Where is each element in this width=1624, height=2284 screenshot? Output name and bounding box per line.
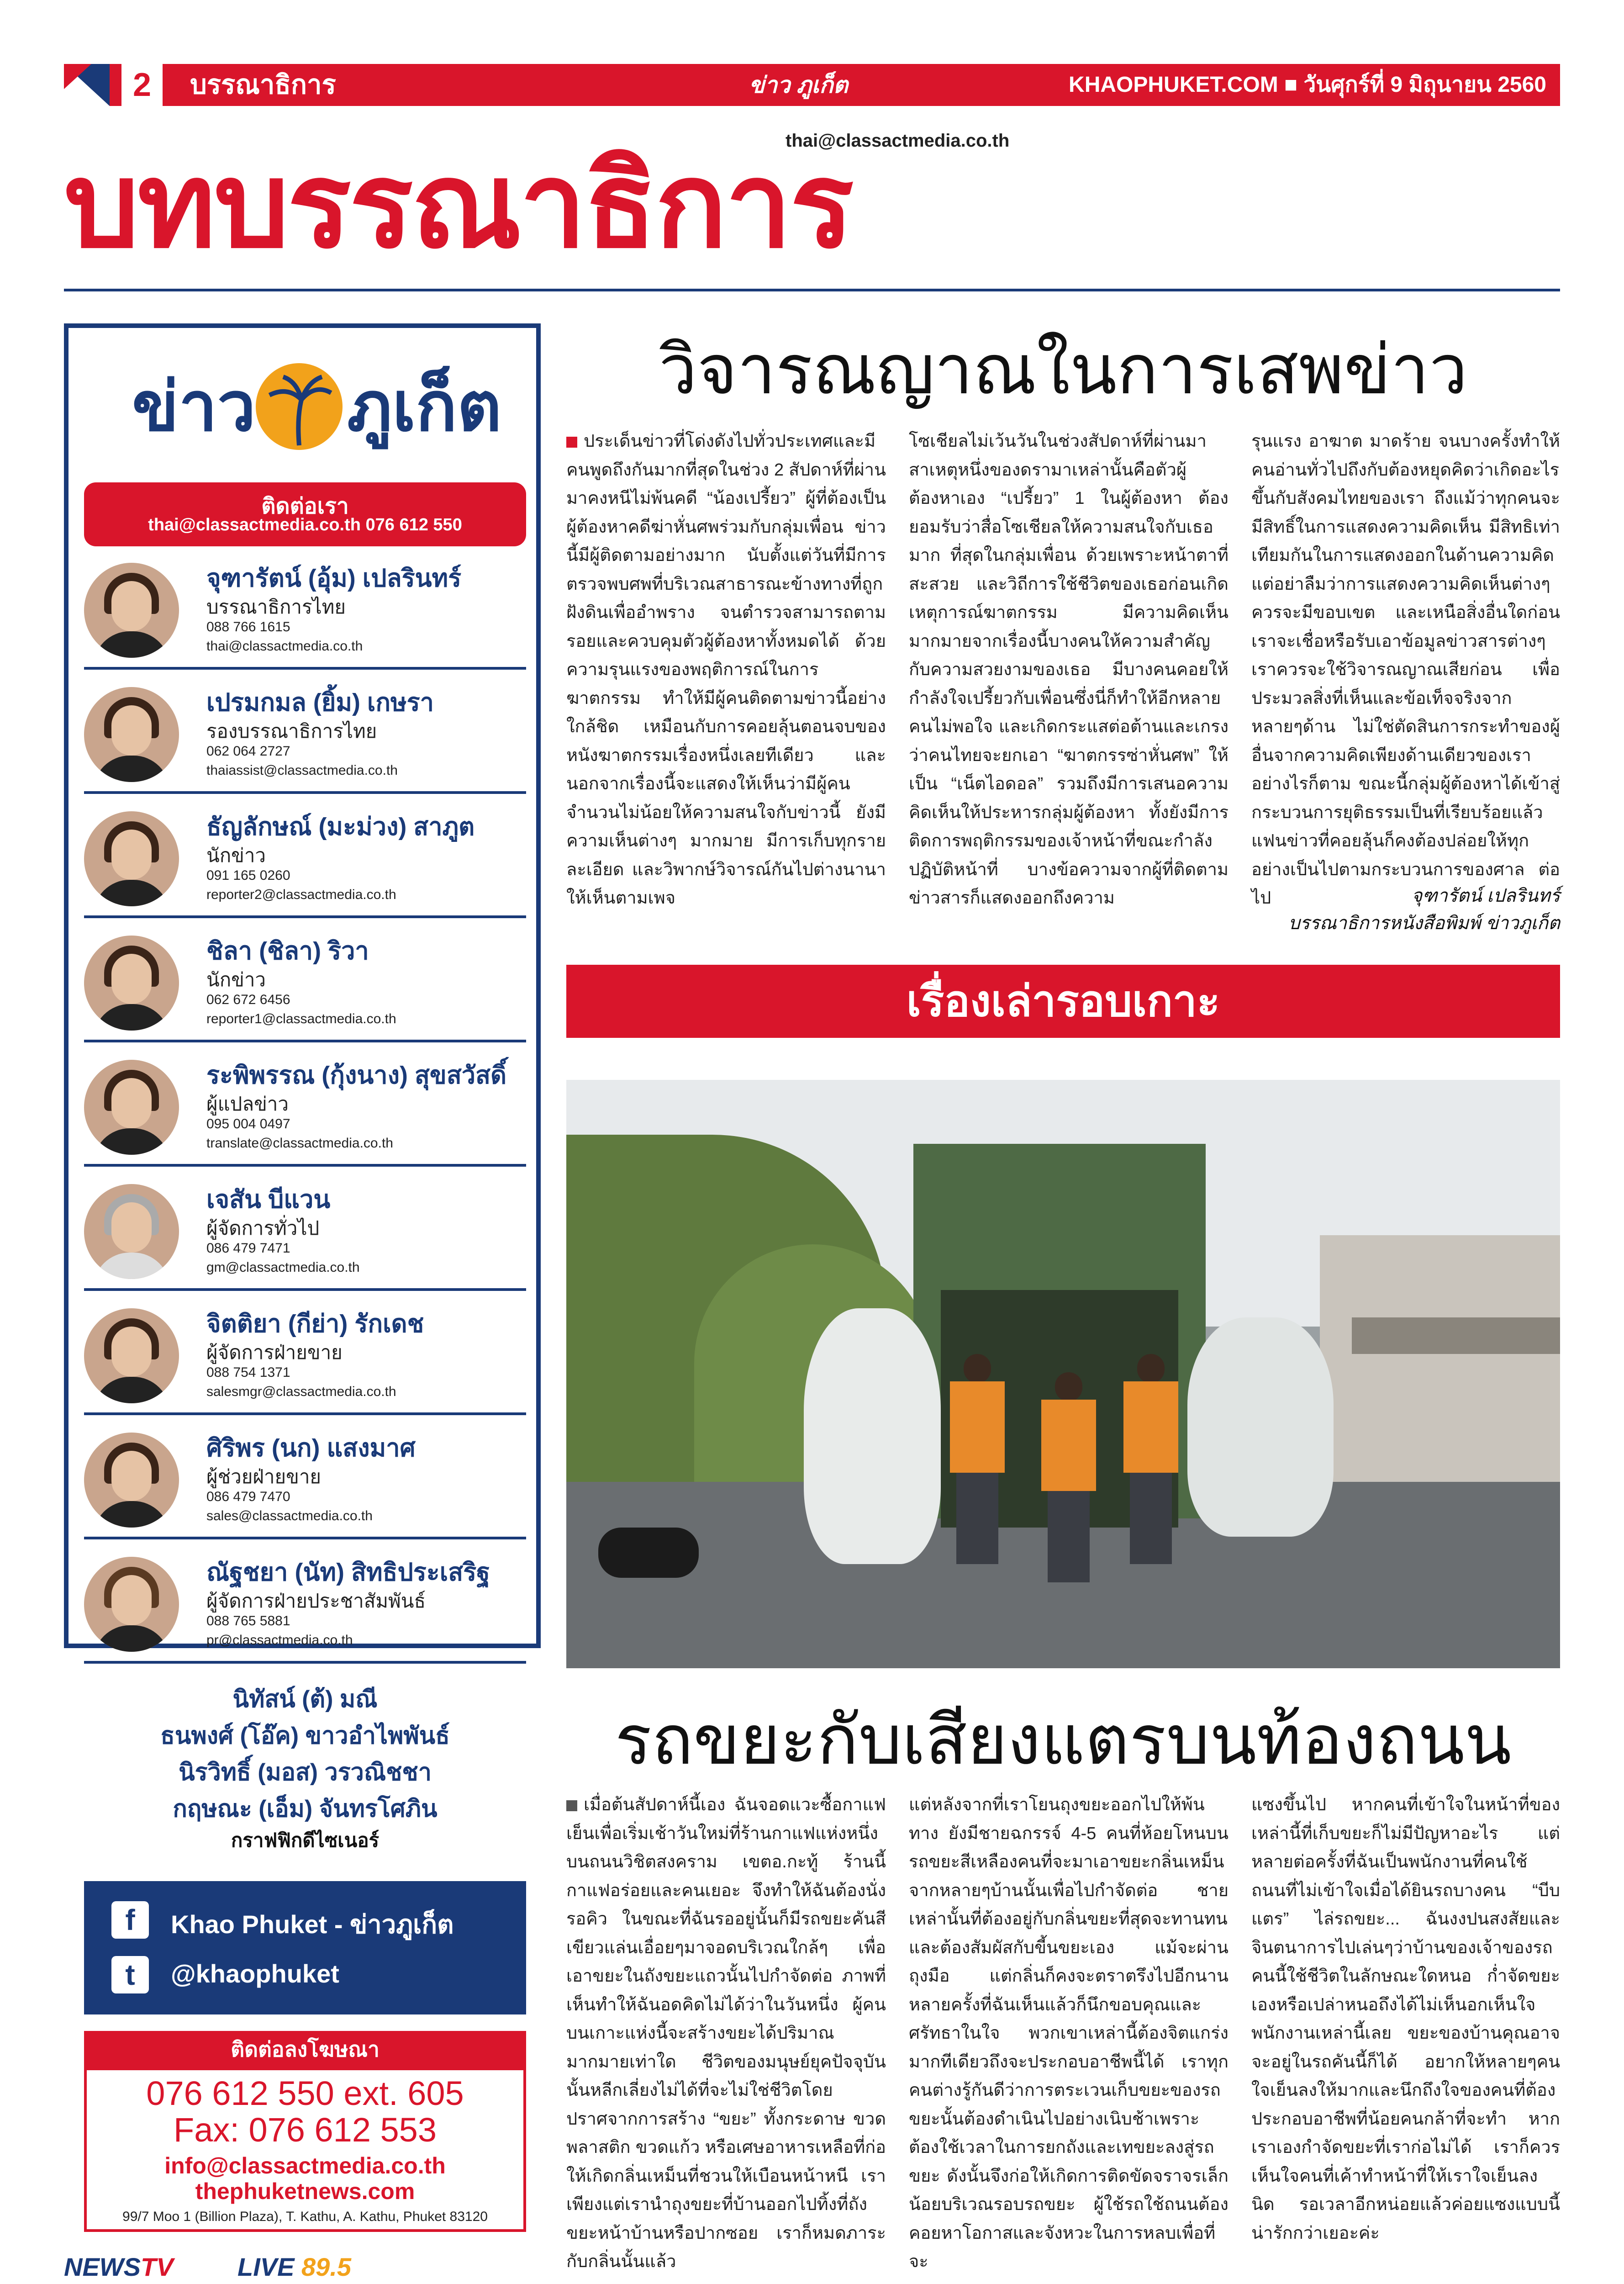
staff-email[interactable]: sales@classactmedia.co.th: [206, 1508, 373, 1523]
staff-divider: [84, 1537, 526, 1539]
live-radio-logo: [237, 2252, 351, 2282]
staff-email[interactable]: translate@classactmedia.co.th: [206, 1136, 393, 1151]
staff-phone: 088 765 5881: [206, 1613, 290, 1628]
staff-name: ณัฐชยา (นัท) สิทธิประเสริฐ: [206, 1559, 490, 1586]
corner-mark: [64, 64, 110, 106]
facebook-icon: f: [111, 1901, 149, 1939]
designer-caption: กราฟฟิกดีไซเนอร์: [231, 1829, 380, 1851]
newstv-logo-text: NEWS: [64, 2252, 141, 2281]
staff-card: [84, 802, 526, 920]
contact-box: [84, 482, 526, 546]
live-logo-frequency: 89.5: [301, 2252, 352, 2281]
staff-photo: [84, 811, 179, 906]
staff-email[interactable]: salesmgr@classactmedia.co.th: [206, 1384, 396, 1399]
section-label: บรรณาธิการ: [190, 70, 336, 100]
staff-phone: 088 766 1615: [206, 619, 290, 634]
designer-name: ธนพงศ์ (โอ๊ค) ขาวอำไพพันธ์: [160, 1723, 450, 1749]
ad-address: 99/7 Moo 1 (Billion Plaza), T. Kathu, A. Kathu, Phuket 83120: [122, 2209, 488, 2224]
staff-name: ศิริพร (นก) แสงมาศ: [206, 1434, 416, 1462]
staff-phone: 086 479 7471: [206, 1241, 290, 1256]
designer-list: [84, 1681, 526, 1827]
newstv-logo-tv: TV: [141, 2252, 174, 2281]
staff-divider: [84, 1412, 526, 1415]
story-headline: รถขยะกับเสียงแตรบนท้องถนน: [615, 1702, 1512, 1778]
story-text: เมื่อต้นสัปดาห์นี้เอง ฉันจอดแวะซื้อกาแฟเย็นเพื่อเริ่มเช้าวันใหม่ที่ร้านกาแฟแห่งหนึ่งบนถนนวิชิตสงคราม เขตอ.กะทู้ ร้านนี้กาแฟอร่อยและคนเยอะ จึงทำให้ฉันต้องนั่งรอคิว ในขณะที่ฉันรออยู่นั้นก็มีรถขยะคันสีเขียวแล่นเอื่อยๆมาจอดบริเวณใกล้ๆ เพื่อเอาขยะในถังขยะแถวนั้นไปกำจัดต่อ ภาพที่เห็นทำให้ฉันอดคิดไม่ได้ว่าในวันหนึ่ง ผู้คนบนเกาะแห่งนี้จะสร้างขยะได้ปริมาณมากมายเท่าใด ชีวิตของมนุษย์ยุคปัจจุบันนั้นหลีกเลี่ยงไม่ได้ที่จะไม่ใช่ชีวิตโดยปราศจากการสร้าง “ขยะ” ทั้งกระดาษ ขวดพลาสติก ขวดแก้ว หรือเศษอาหารเหลือที่ก่อให้เกิดกลิ่นเหม็นที่ชวนให้เบือนหน้าหนี เราเพียงแต่เรานำถุงขยะที่บ้านออกไปทิ้งที่ถังขยะหน้าบ้านหรือปากซอย เราก็หมดภาระกับกลิ่นนั้นแล้ว: [566, 1795, 886, 2271]
editorial-email[interactable]: thai@classactmedia.co.th: [786, 131, 1010, 151]
staff-role: ผู้แปลข่าว: [206, 1093, 289, 1115]
editorial-column-2: โซเชียลไม่เว้นวันในช่วงสัปดาห์ที่ผ่านมา สาเหตุหนึ่งของดรามาเหล่านั้นคือตัวผู้ต้องหาเอง “เปรี้ยว” 1 ในผู้ต้องหา ต้องยอมรับว่าสื่อโซเชียลให้ความสนใจกับเธอมาก ที่สุดในกลุ่มเพื่อน ด้วยเพราะหน้าตาที่สะสวย และวิถีการใช้ชีวิตของเธอก่อนเกิดเหตุการณ์ฆาตกรรม มีความคิดเห็นมากมายจากเรื่องนี้บางคนให้ความสำคัญกับความสวยงามของเธอ มีบางคนคอยให้กำลังใจเปรี้ยวกับเพื่อนซึ่งนี่ก็ทำให้อีกหลายคนไม่พอใจ และเกิดกระแสต่อต้านและเกรงว่าคนไทยจะยกเอา “ฆาตกรรซ่าหั่นศพ” ให้เป็น “เน็ตไอดอล” รวมถึงมีการเสนอความคิดเห็นให้ประหารกลุ่มผู้ต้องหา ทั้งยังมีการติดการพฤติกรรมของเจ้าหน้าที่ขณะกำลังปฏิบัติหน้าที่ บางข้อความจากผู้ที่ติดตามข่าวสารก็แสดงออกถึงความ: [909, 432, 1229, 908]
staff-divider: [84, 1040, 526, 1042]
designer-name: กฤษณะ (เอ็ม) จันทรโศภิน: [173, 1796, 438, 1822]
staff-phone: 088 754 1371: [206, 1365, 290, 1380]
contact-info[interactable]: thai@classactmedia.co.th 076 612 550: [148, 515, 462, 534]
story-column-3: แซงขึ้นไป หากคนที่เข้าใจในหน้าที่ของเหล่านี้ที่เก็บขยะก็ไม่มีปัญหาอะไร แต่หลายต่อครั้งที่ฉันเป็นพนักงานที่คนใช้ถนนที่ไม่เข้าใจเมื่อได้ยินรถบางคน “บีบแตร” ไล่รถขยะ... ฉันงงปนสงสัยและจินตนาการไปเล่นๆว่าบ้านของเจ้าของรถคนนี้ใช้ชีวิตในลักษณะใดหนอ ก่ำจัดขยะเองหรือเปล่าหนอถึงได้ไม่เห็นอกเห็นใจพนักงานเหล่านี้เลย ขยะของบ้านคุณอาจจะอยู่ในรถคันนี้ก็ได้ อยากให้หลายๆคนใจเย็นลงให้มากและนึกถึงใจของคนที่ต้องประกอบอาชีพที่น้อยคนกล้าที่จะทำ หากเราเองกำจัดขยะที่เราก่อไม่ได้ เราก็ควรเห็นใจคนที่เค้าทำหน้าที่ให้เราใจเย็นลงนิด รอเวลาอีกหน่อยแล้วค่อยแซงแบบนี้น่ารักกว่าเยอะค่ะ: [1251, 1795, 1560, 2243]
staff-phone: 086 479 7470: [206, 1489, 290, 1504]
bullet-square-icon: [566, 1800, 577, 1811]
staff-name: จุฑารัตน์ (อุ้ม) เปลรินทร์: [206, 565, 462, 592]
staff-photo: [84, 563, 179, 658]
story-section-bar: เรื่องเล่ารอบเกาะ: [566, 965, 1560, 1038]
designer-name: นิทัสน์ (ต้) มณี: [232, 1686, 378, 1713]
staff-divider: [84, 1288, 526, 1291]
staff-role: บรรณาธิการไทย: [206, 596, 346, 618]
staff-divider: [84, 791, 526, 794]
staff-card: [84, 1548, 526, 1665]
contact-title: ติดต่อเรา: [261, 494, 349, 518]
twitter-label: @khaophuket: [171, 1959, 339, 1988]
designer-name: นิรวิทธิ์ (มอส) วรวณิชชา: [179, 1759, 432, 1786]
staff-email[interactable]: reporter1@classactmedia.co.th: [206, 1011, 396, 1026]
corner-arrow-icon: [64, 64, 110, 106]
staff-name: ระพิพรรณ (กุ้งนาง) สุขสวัสดิ์: [206, 1062, 507, 1089]
ad-email[interactable]: info@classactmedia.co.th: [164, 2153, 446, 2178]
staff-photo: [84, 687, 179, 782]
staff-name: ธัญลักษณ์ (มะม่วง) สาภูต: [206, 813, 475, 841]
ad-phone[interactable]: 076 612 550 ext. 605: [146, 2074, 464, 2112]
brand-logo-right: ภูเก็ต: [347, 368, 502, 445]
social-box: [84, 1881, 526, 2014]
staff-photo: [84, 1433, 179, 1528]
staff-photo: [84, 1060, 179, 1155]
bullet-square-icon: [566, 437, 577, 448]
newstv-logo: [64, 2252, 174, 2282]
staff-email[interactable]: thaiassist@classactmedia.co.th: [206, 763, 398, 778]
ad-fax: Fax: 076 612 553: [174, 2111, 437, 2149]
editorial-column-3: รุนแรง อาฆาต มาดร้าย จนบางครั้งทำให้คนอ่านทั่วไปถึงกับต้องหยุดคิดว่าเกิดอะไรขึ้นกับสังคมไทยของเรา ถึงแม้ว่าทุกคนจะมีสิทธิ์ในการแสดงความคิดเห็น มีสิทธิเท่าเทียมกันในการแสดงออกในด้านความคิด แต่อย่าลืมว่าการแสดงความคิดเห็นต่างๆควรจะมีขอบเขต และเหนือสิ่งอื่นใดก่อนเราจะเชื่อหรือรับเอาข้อมูลข่าวสารต่างๆเราควรจะใช้วิจารณญาณเสียก่อน เพื่อประมวลสิ่งที่เห็นและข้อเท็จจริงจากหลายๆด้าน ไม่ใช่ตัดสินการกระทำของผู้อื่นจากความคิดเพียงด้านเดียวของเรา อย่างไรก็ตาม ขณะนี้กลุ่มผู้ต้องหาได้เข้าสู่กระบวนการยุติธรรมเป็นที่เรียบร้อยแล้ว แฟนข่าวที่คอยลุ้นก็คงต้องปล่อยให้ทุกอย่างเป็นไปตามกระบวนการของศาล ต่อไป: [1251, 432, 1560, 908]
staff-email[interactable]: pr@classactmedia.co.th: [206, 1633, 353, 1648]
facebook-label: Khao Phuket - ข่าวภูเก็ต: [171, 1910, 454, 1939]
staff-phone: 095 004 0497: [206, 1116, 290, 1131]
staff-name: จิตติยา (กีย่า) รักเดช: [206, 1310, 424, 1338]
staff-divider: [84, 1164, 526, 1167]
signature-name: จุฑารัตน์ เปลรินทร์: [1411, 886, 1560, 906]
staff-card: [84, 1051, 526, 1168]
staff-photo: [84, 936, 179, 1031]
staff-phone: 062 064 2727: [206, 744, 290, 759]
staff-card: [84, 554, 526, 671]
staff-email[interactable]: thai@classactmedia.co.th: [206, 639, 363, 654]
brand-logo-left: ข่าว: [132, 368, 256, 445]
staff-name: เปรมกมล (ยิ้ม) เกษรา: [206, 689, 434, 716]
facebook-link[interactable]: [111, 1895, 513, 1945]
staff-card: [84, 678, 526, 796]
staff-role: นักข่าว: [206, 845, 266, 866]
live-logo-text: LIVE: [237, 2252, 295, 2281]
page-title: บทบรรณาธิการ: [64, 139, 852, 272]
staff-divider: [84, 1661, 526, 1664]
staff-name: เจสัน บีแวน: [206, 1186, 331, 1213]
staff-email[interactable]: gm@classactmedia.co.th: [206, 1260, 360, 1275]
twitter-icon: t: [111, 1956, 149, 1993]
staff-photo: [84, 1184, 179, 1279]
staff-email[interactable]: reporter2@classactmedia.co.th: [206, 887, 396, 902]
staff-card: [84, 1175, 526, 1293]
story-column-1: [566, 1791, 886, 2276]
staff-name: ชิลา (ชิลา) ริวา: [206, 937, 369, 965]
title-divider: [64, 289, 1560, 291]
ad-website[interactable]: thephuketnews.com: [195, 2178, 415, 2204]
garbage-truck-photo: [566, 1080, 1560, 1668]
twitter-link[interactable]: [111, 1950, 513, 2000]
story-column-2: แต่หลังจากที่เราโยนถุงขยะออกไปให้พ้นทาง ยังมีชายฉกรรจ์ 4-5 คนที่ห้อยโหนบนรถขยะสีเหลืองคนที่จะมาเอาขยะกลิ่นเหม็นจากหลายๆบ้านนั้นเพื่อไปกำจัดต่อ ชายเหล่านั้นที่ต้องอยู่กับกลิ่นขยะที่สุดจะทานทนและต้องสัมผัสกับขี้นขยะเอง แม้จะผ่านถุงมือ แต่กลิ่นก็คงจะตราตรึงไปอีกนาน หลายครั้งที่ฉันเห็นแล้วก็นึกขอบคุณและศรัทธาในใจ พวกเขาเหล่านี้ต้องจิตแกร่งมากทีเดียวถึงจะประกอบอาชีพนี้ได้ เราทุกคนต่างรู้กันดีว่าการตระเวนเก็บขยะของรถขยะนั้นต้องดำเนินไปอย่างเนิบช้าเพราะต้องใช้เวลาในการยกถังและเทขยะลงสู่รถขยะ ดังนั้นจึงก่อให้เกิดการติดขัดจราจรเล็กน้อยบริเวณรอบรถขยะ ผู้ใช้รถใช้ถนนต้องคอยหาโอกาสและจังหวะในการหลบเพื่อที่จะ: [909, 1795, 1229, 2271]
staff-role: ผู้จัดการฝ่ายขาย: [206, 1342, 343, 1363]
editorial-headline: วิจารณญาณในการเสพข่าว: [659, 331, 1468, 408]
editorial-column-1: [566, 427, 886, 913]
signature-title: บรรณาธิการหนังสือพิมพ์ ข่าวภูเก็ต: [1288, 913, 1560, 933]
staff-divider: [84, 915, 526, 918]
dateline: KHAOPHUKET.COM ■ วันศุกร์ที่ 9 มิถุนายน 2560: [1069, 73, 1546, 97]
staff-divider: [84, 667, 526, 670]
staff-photo: [84, 1557, 179, 1652]
staff-role: ผู้ช่วยฝ่ายขาย: [206, 1466, 322, 1487]
staff-card: [84, 1299, 526, 1417]
staff-role: ผู้จัดการทั่วไป: [206, 1217, 320, 1239]
palm-sun-icon: [256, 363, 343, 450]
staff-card: [84, 926, 526, 1044]
staff-role: นักข่าว: [206, 969, 266, 990]
staff-role: รองบรรณาธิการไทย: [206, 720, 377, 742]
ad-contact-heading: ติดต่อลงโฆษณา: [84, 2031, 526, 2067]
editorial-text: ประเด็นข่าวที่โด่งดังไปทั่วประเทศและมีคนพูดถึงกันมากที่สุดในช่วง 2 สัปดาห์ที่ผ่านมาคงหนีไม่พ้นคดี “น้องเปรี้ยว” ผู้ที่ต้องเป็นผู้ต้องหาคดีฆ่าหั่นศพร่วมกับกลุ่มเพื่อน ข่าวนี้มีผู้ติดตามอย่างมาก นับตั้งแต่วันที่มีการตรวจพบศพที่บริเวณสาธารณะข้างทางที่ถูกฝังดินเพื่ออำพราง จนตำรวจสามารถตามรอยและควบคุมตัวผู้ต้องหาทั้งหมดได้ ด้วยความรุนแรงของพฤติการณ์ในการฆาตกรรม ทำให้มีผู้คนติดตามข่าวนี้อย่างใกล้ชิด เหมือนกับการคอยลุ้นตอนจบของหนังฆาตกรรมเรื่องหนึ่งเลยทีเดียว และนอกจากเรื่องนี้จะแสดงให้เห็นว่ามีผู้คนจำนวนไม่น้อยให้ความสนใจกับข่าวนี้ ยังมีความเห็นต่างๆ มากมาย มีการเก็บทุกรายละเอียด และวิพากษ์วิจารณ์กันไปต่างนานา ให้เห็นตามเพจ: [566, 432, 886, 908]
staff-phone: 062 672 6456: [206, 992, 290, 1007]
staff-role: ผู้จัดการฝ่ายประชาสัมพันธ์: [206, 1590, 426, 1612]
staff-card: [84, 1423, 526, 1541]
page-number: 2: [121, 64, 163, 106]
masthead-logo: ข่าว ภูเก็ต: [749, 72, 849, 98]
staff-phone: 091 165 0260: [206, 868, 290, 883]
staff-photo: [84, 1308, 179, 1403]
